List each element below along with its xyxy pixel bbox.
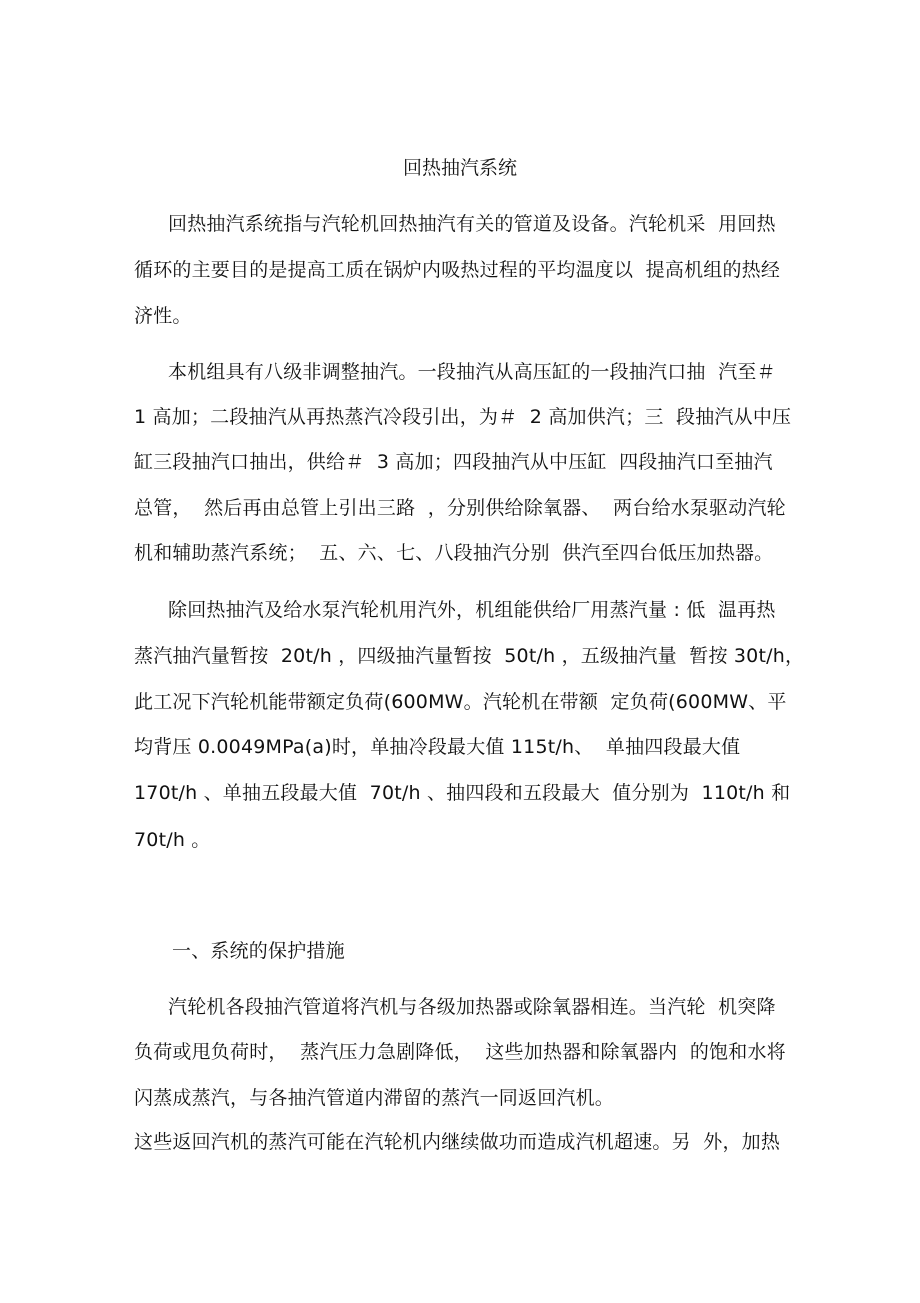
paragraph-line: 除回热抽汽及给水泵汽轮机用汽外，机组能供给厂用蒸汽量 : 低 温再热 xyxy=(168,599,776,621)
section-heading: 一、系统的保护措施 xyxy=(172,940,345,962)
paragraph-line: 负荷或甩负荷时， 蒸汽压力急剧降低， 这些加热器和除氧器内 的饱和水将 xyxy=(134,1041,786,1063)
paragraph-line: 循环的主要目的是提高工质在锅炉内吸热过程的平均温度以 提高机组的热经 xyxy=(134,259,781,281)
paragraph-line: 蒸汽抽汽量暂按 20t/h ，四级抽汽量暂按 50t/h ，五级抽汽量 暂按 30t/h， xyxy=(134,645,805,667)
paragraph-line: 回热抽汽系统指与汽轮机回热抽汽有关的管道及设备。汽轮机采 用回热 xyxy=(168,213,776,235)
paragraph-line: 总管， 然后再由总管上引出三路 ，分别供给除氧器、 两台给水泵驱动汽轮 xyxy=(134,497,786,519)
paragraph-line: 济性。 xyxy=(134,305,192,327)
paragraph-line: 本机组具有八级非调整抽汽。一段抽汽从高压缸的一段抽汽口抽 汽至＃ xyxy=(168,361,776,383)
paragraph-line: 机和辅助蒸汽系统； 五、六、七、八段抽汽分别 供汽至四台低压加热器。 xyxy=(134,542,774,564)
paragraph-line: 这些返回汽机的蒸汽可能在汽轮机内继续做功而造成汽机超速。另 外，加热 xyxy=(134,1131,781,1153)
paragraph-line: 此工况下汽轮机能带额定负荷(600MW。汽轮机在带额 定负荷(600MW、平 xyxy=(134,691,787,713)
paragraph-line: 70t/h 。 xyxy=(134,829,211,851)
paragraph-line: 170t/h 、单抽五段最大值 70t/h 、抽四段和五段最大 值分别为 110t/h 和 xyxy=(134,782,791,804)
paragraph-line: 1 高加；二段抽汽从再热蒸汽冷段引出，为＃ 2 高加供汽；三 段抽汽从中压 xyxy=(134,406,792,428)
paragraph-line: 缸三段抽汽口抽出，供给＃ 3 高加；四段抽汽从中压缸 四段抽汽口至抽汽 xyxy=(134,451,773,473)
paragraph-line: 闪蒸成蒸汽，与各抽汽管道内滞留的蒸汽一同返回汽机。 xyxy=(134,1087,615,1109)
paragraph-line: 汽轮机各段抽汽管道将汽机与各级加热器或除氧器相连。当汽轮 机突降 xyxy=(168,996,776,1018)
document-title: 回热抽汽系统 xyxy=(402,157,517,179)
paragraph-line: 均背压 0.0049MPa(a)时，单抽冷段最大值 115t/h、 单抽四段最大值 xyxy=(134,736,741,758)
